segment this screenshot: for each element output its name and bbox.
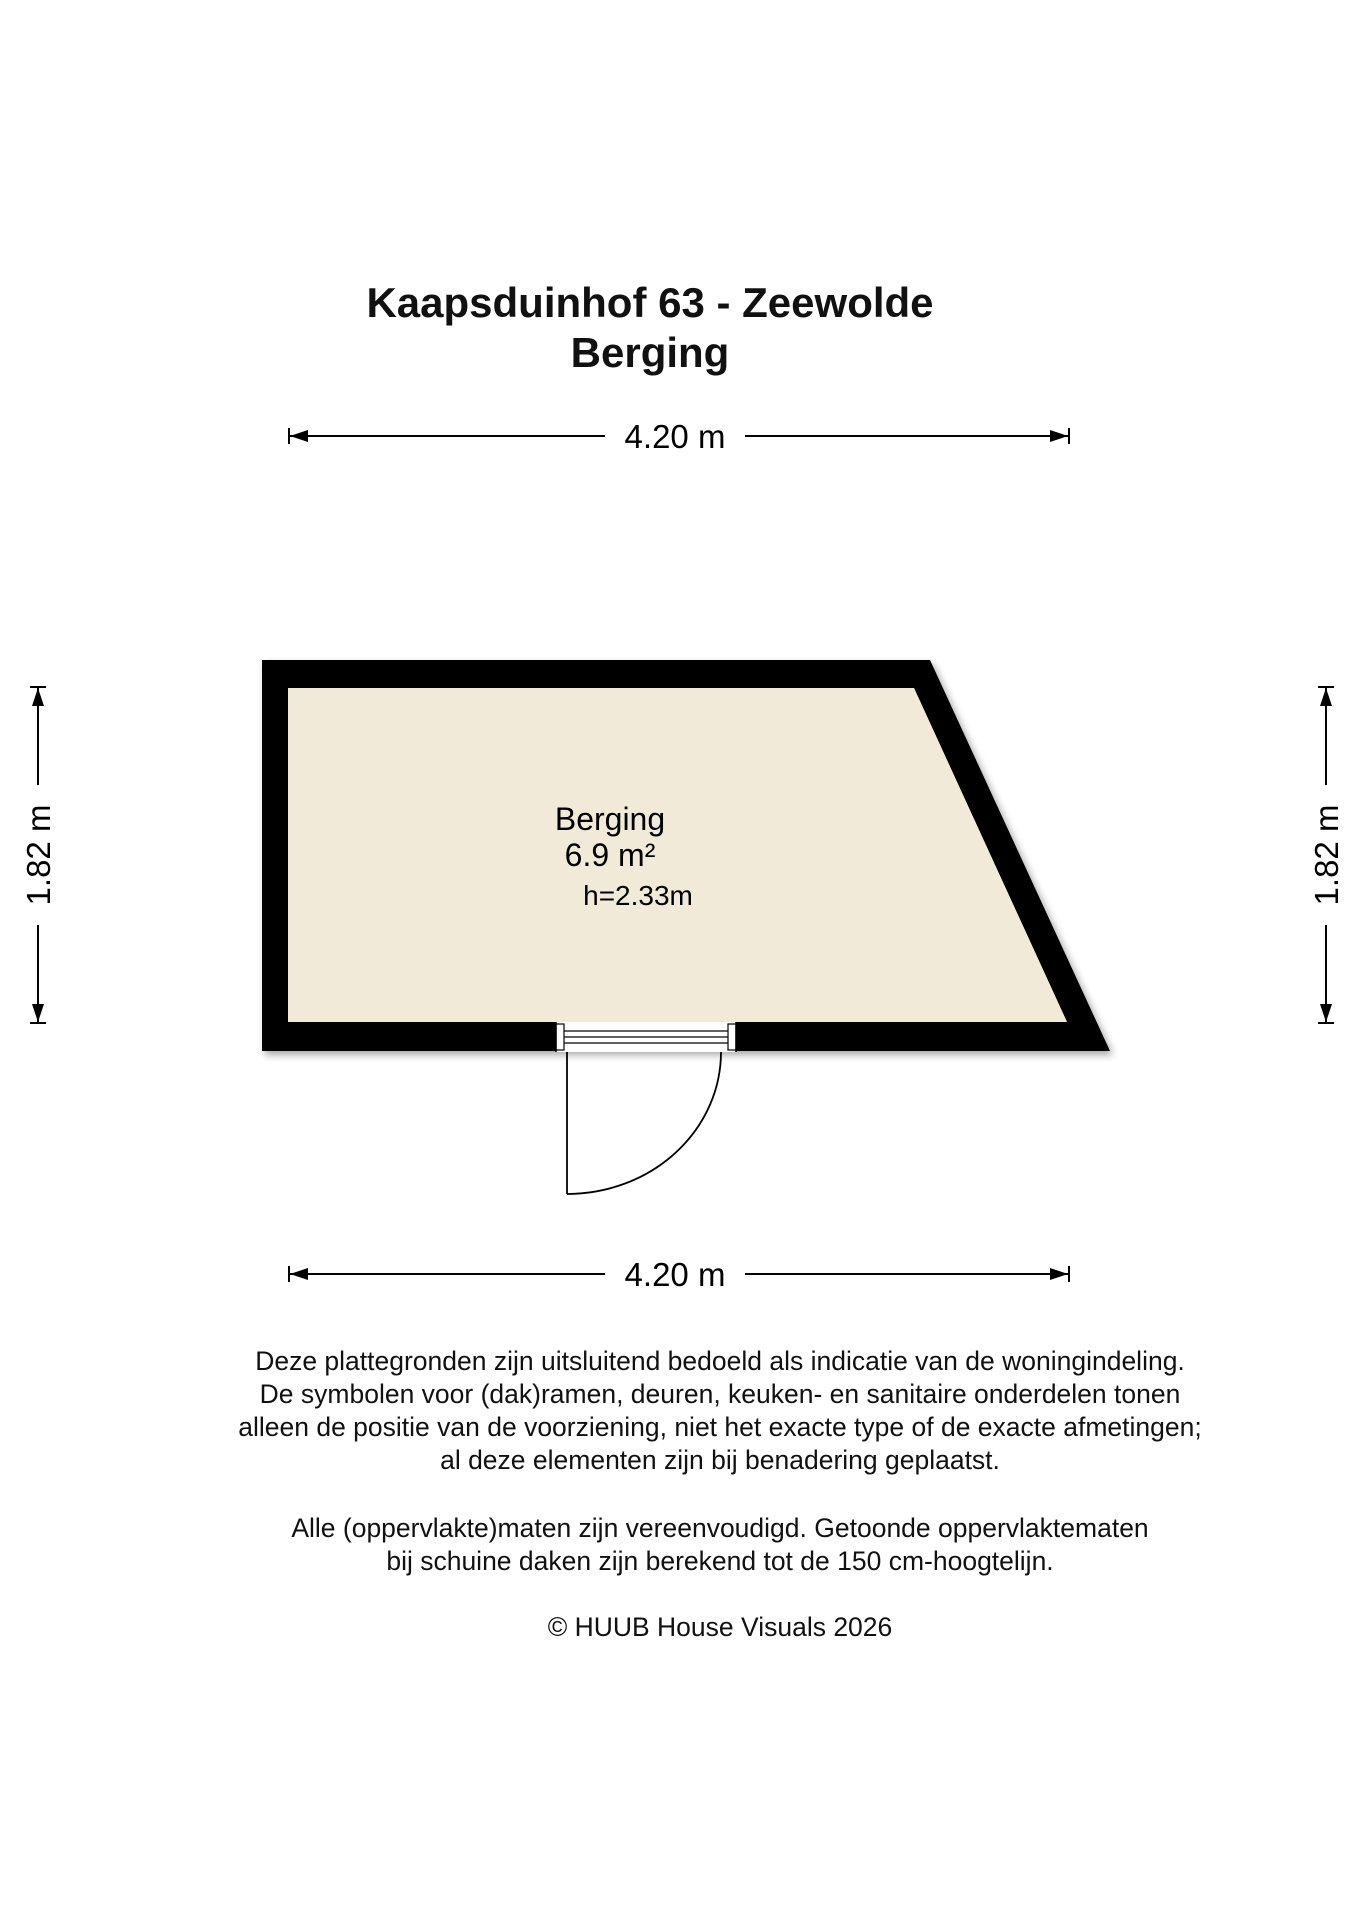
disclaimer-line: al deze elementen zijn bij benadering geplaatst. — [440, 1445, 1000, 1475]
arrow-down-icon — [32, 1004, 44, 1022]
arrow-right-icon — [1050, 1268, 1068, 1280]
disclaimer-line: alleen de positie van de voorziening, niet het exacte type of de exacte afmetingen; — [238, 1412, 1202, 1442]
arrow-right-icon — [1050, 430, 1068, 442]
measurement-note — [0, 1512, 1358, 1578]
disclaimer-line: De symbolen voor (dak)ramen, deuren, keuken- en sanitaire onderdelen tonen — [259, 1379, 1181, 1409]
disclaimer-block — [0, 1345, 1358, 1477]
dimension-top-label: 4.20 m — [624, 418, 726, 455]
dimension-left — [20, 687, 57, 1023]
door — [556, 1022, 736, 1194]
arrow-up-icon — [1320, 688, 1332, 706]
plan-subtitle: Berging — [570, 329, 730, 376]
arrow-left-icon — [290, 430, 308, 442]
dimension-bottom — [289, 1256, 1069, 1293]
dimension-right-label: 1.82 m — [1308, 804, 1345, 906]
room-name: Berging — [554, 801, 666, 837]
copyright: © HUUB House Visuals 2026 — [547, 1612, 893, 1642]
room-height: h=2.33m — [583, 880, 693, 911]
measurement-note-line: bij schuine daken zijn berekend tot de 150 cm-hoogtelijn. — [386, 1546, 1054, 1576]
disclaimer-line: Deze plattegronden zijn uitsluitend bedoeld als indicatie van de woningindeling. — [255, 1346, 1185, 1376]
dimension-bottom-label: 4.20 m — [624, 1256, 726, 1293]
measurement-note-line: Alle (oppervlakte)maten zijn vereenvoudigd. Getoonde oppervlaktematen — [291, 1513, 1149, 1543]
door-swing-arc — [567, 1052, 721, 1194]
arrow-left-icon — [290, 1268, 308, 1280]
dimension-top — [289, 418, 1069, 455]
dimension-left-label: 1.82 m — [20, 804, 57, 906]
arrow-down-icon — [1320, 1004, 1332, 1022]
plan-title: Kaapsduinhof 63 - Zeewolde — [366, 279, 934, 326]
arrow-up-icon — [32, 688, 44, 706]
dimension-right — [1308, 687, 1345, 1023]
room-area: 6.9 m² — [564, 837, 656, 873]
